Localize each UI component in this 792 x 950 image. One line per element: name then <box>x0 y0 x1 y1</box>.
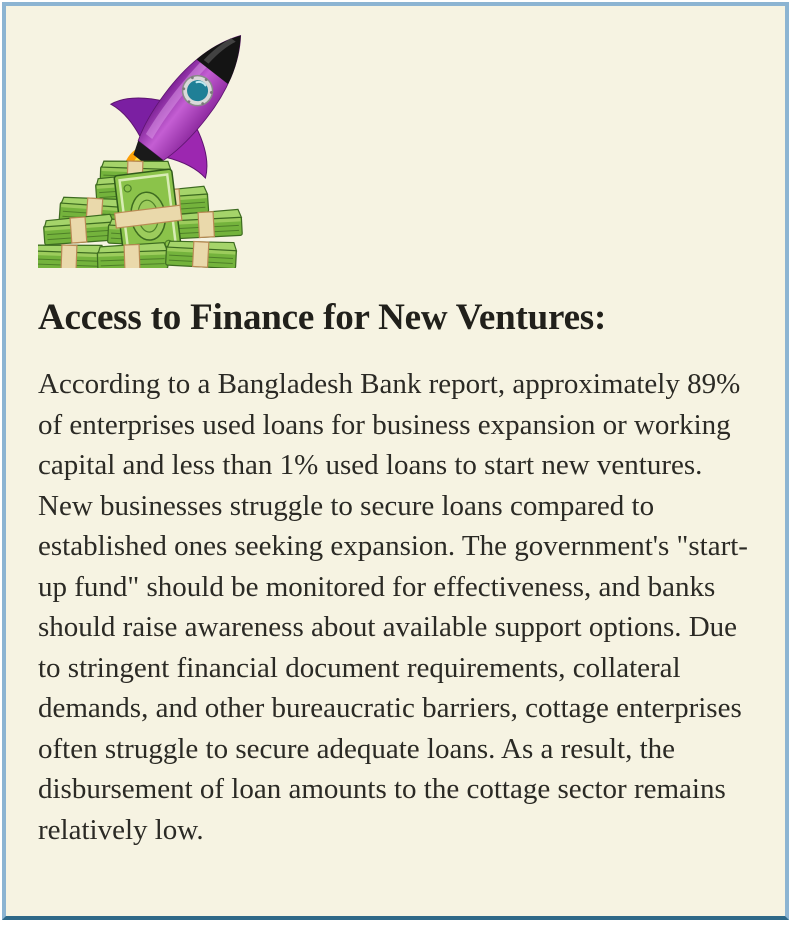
article-title: Access to Finance for New Ventures: <box>38 297 607 338</box>
article-card <box>2 2 789 920</box>
rocket-money-illustration <box>38 30 244 268</box>
money-stack-icon <box>38 159 242 268</box>
article-body: According to a Bangladesh Bank report, approximately 89% of enterprises used loans for business expansion or working capital and less than 1% used loans to start new ventures. New businesses struggle to secure loans compared to established ones seeking expansion. The government's "start-up fund" should be monitored for effectiveness, and banks should raise awareness about available support options. Due to stringent financial document requirements, collateral demands, and other bureaucratic barriers, cottage enterprises often struggle to secure adequate loans. As a result, the disbursement of loan amounts to the cottage sector remains relatively low. <box>38 368 748 846</box>
